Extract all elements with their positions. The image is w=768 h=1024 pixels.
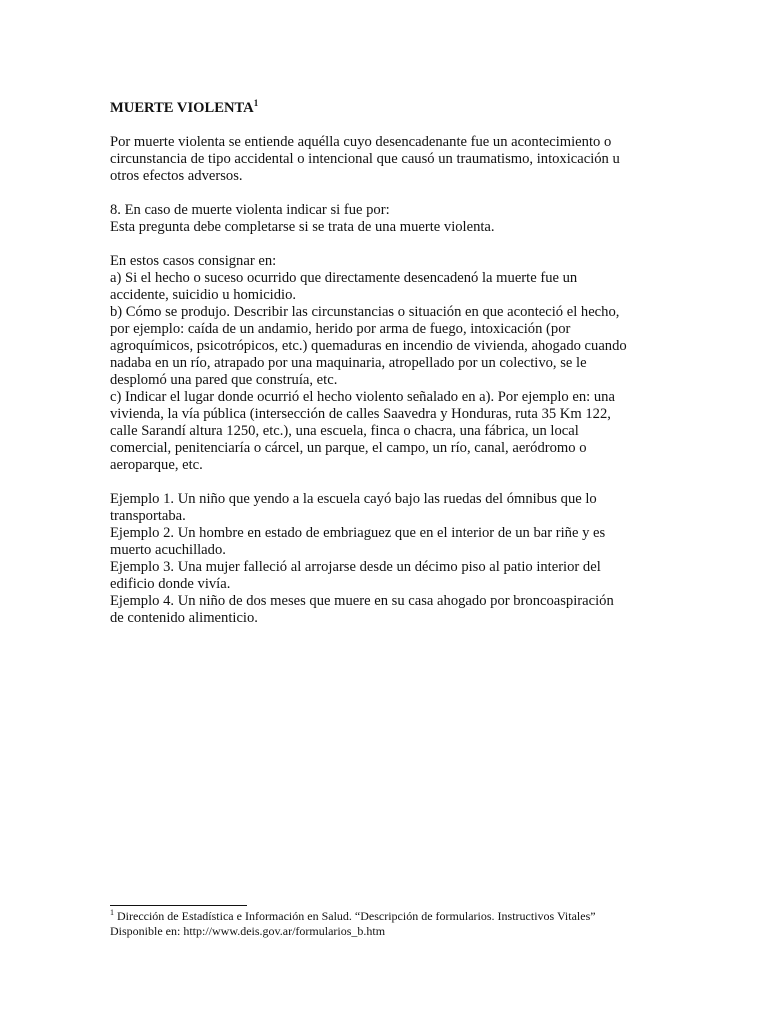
text-line: a) Si el hecho o suceso ocurrido que directamente desencadenó la muerte fue un <box>110 270 578 286</box>
text-line: Por muerte violenta se entiende aquélla cuyo desencadenante fue un acontecimiento o <box>110 134 612 150</box>
footnote <box>110 909 670 939</box>
document-title <box>110 100 670 117</box>
text-line: vivienda, la vía pública (intersección de calles Saavedra y Honduras, ruta 35 Km 122, <box>110 406 611 422</box>
text-line: Ejemplo 1. Un niño que yendo a la escuela cayó bajo las ruedas del ómnibus que lo <box>110 491 597 507</box>
document-body <box>110 100 670 644</box>
title-footnote-marker: 1 <box>253 98 259 109</box>
examples-paragraph <box>110 491 670 627</box>
text-line: circunstancia de tipo accidental o intencional que causó un traumatismo, intoxicación u <box>110 151 620 167</box>
text-line: comercial, penitenciaría o cárcel, un parque, el campo, un río, canal, aeródromo o <box>110 440 587 456</box>
text-line: desplomó una pared que construía, etc. <box>110 372 338 388</box>
footnote-url-line: Disponible en: http://www.deis.gov.ar/formularios_b.htm <box>110 924 386 938</box>
question-paragraph <box>110 202 670 236</box>
text-line: calle Sarandí altura 1250, etc.), una escuela, finca o chacra, una fábrica, un local <box>110 423 579 439</box>
definition-paragraph <box>110 134 670 185</box>
text-line: Ejemplo 3. Una mujer falleció al arrojarse desde un décimo piso al patio interior del <box>110 559 601 575</box>
title-text: MUERTE VIOLENTA <box>110 100 254 116</box>
footnote-citation: Dirección de Estadística e Información en Salud. “Descripción de formularios. Instructivos Vitales” <box>114 909 596 923</box>
footnote-line <box>110 909 670 924</box>
text-line: agroquímicos, psicotrópicos, etc.) quemaduras en incendio de vivienda, ahogado cuando <box>110 338 627 354</box>
text-line: Ejemplo 2. Un hombre en estado de embriaguez que en el interior de un bar riñe y es <box>110 525 606 541</box>
text-line: muerto acuchillado. <box>110 542 226 558</box>
text-line: b) Cómo se produjo. Describir las circunstancias o situación en que aconteció el hecho, <box>110 304 620 320</box>
text-line: accidente, suicidio u homicidio. <box>110 287 297 303</box>
text-line: nadaba en un río, atrapado por una maquinaria, atropellado por un colectivo, se le <box>110 355 587 371</box>
text-line: aeroparque, etc. <box>110 457 203 473</box>
text-line: por ejemplo: caída de un andamio, herido por arma de fuego, intoxicación (por <box>110 321 571 337</box>
text-line: En estos casos consignar en: <box>110 253 277 269</box>
text-line: 8. En caso de muerte violenta indicar si fue por: <box>110 202 390 218</box>
text-line: c) Indicar el lugar donde ocurrió el hecho violento señalado en a). Por ejemplo en: una <box>110 389 615 405</box>
instructions-paragraph <box>110 253 670 474</box>
text-line: Esta pregunta debe completarse si se trata de una muerte violenta. <box>110 219 495 235</box>
text-line: de contenido alimenticio. <box>110 610 258 626</box>
footnote-separator <box>110 905 247 906</box>
text-line: transportaba. <box>110 508 186 524</box>
text-line: otros efectos adversos. <box>110 168 243 184</box>
text-line: Ejemplo 4. Un niño de dos meses que muere en su casa ahogado por broncoaspiración <box>110 593 614 609</box>
footnote-marker: 1 <box>110 908 114 917</box>
text-line: edificio donde vivía. <box>110 576 231 592</box>
